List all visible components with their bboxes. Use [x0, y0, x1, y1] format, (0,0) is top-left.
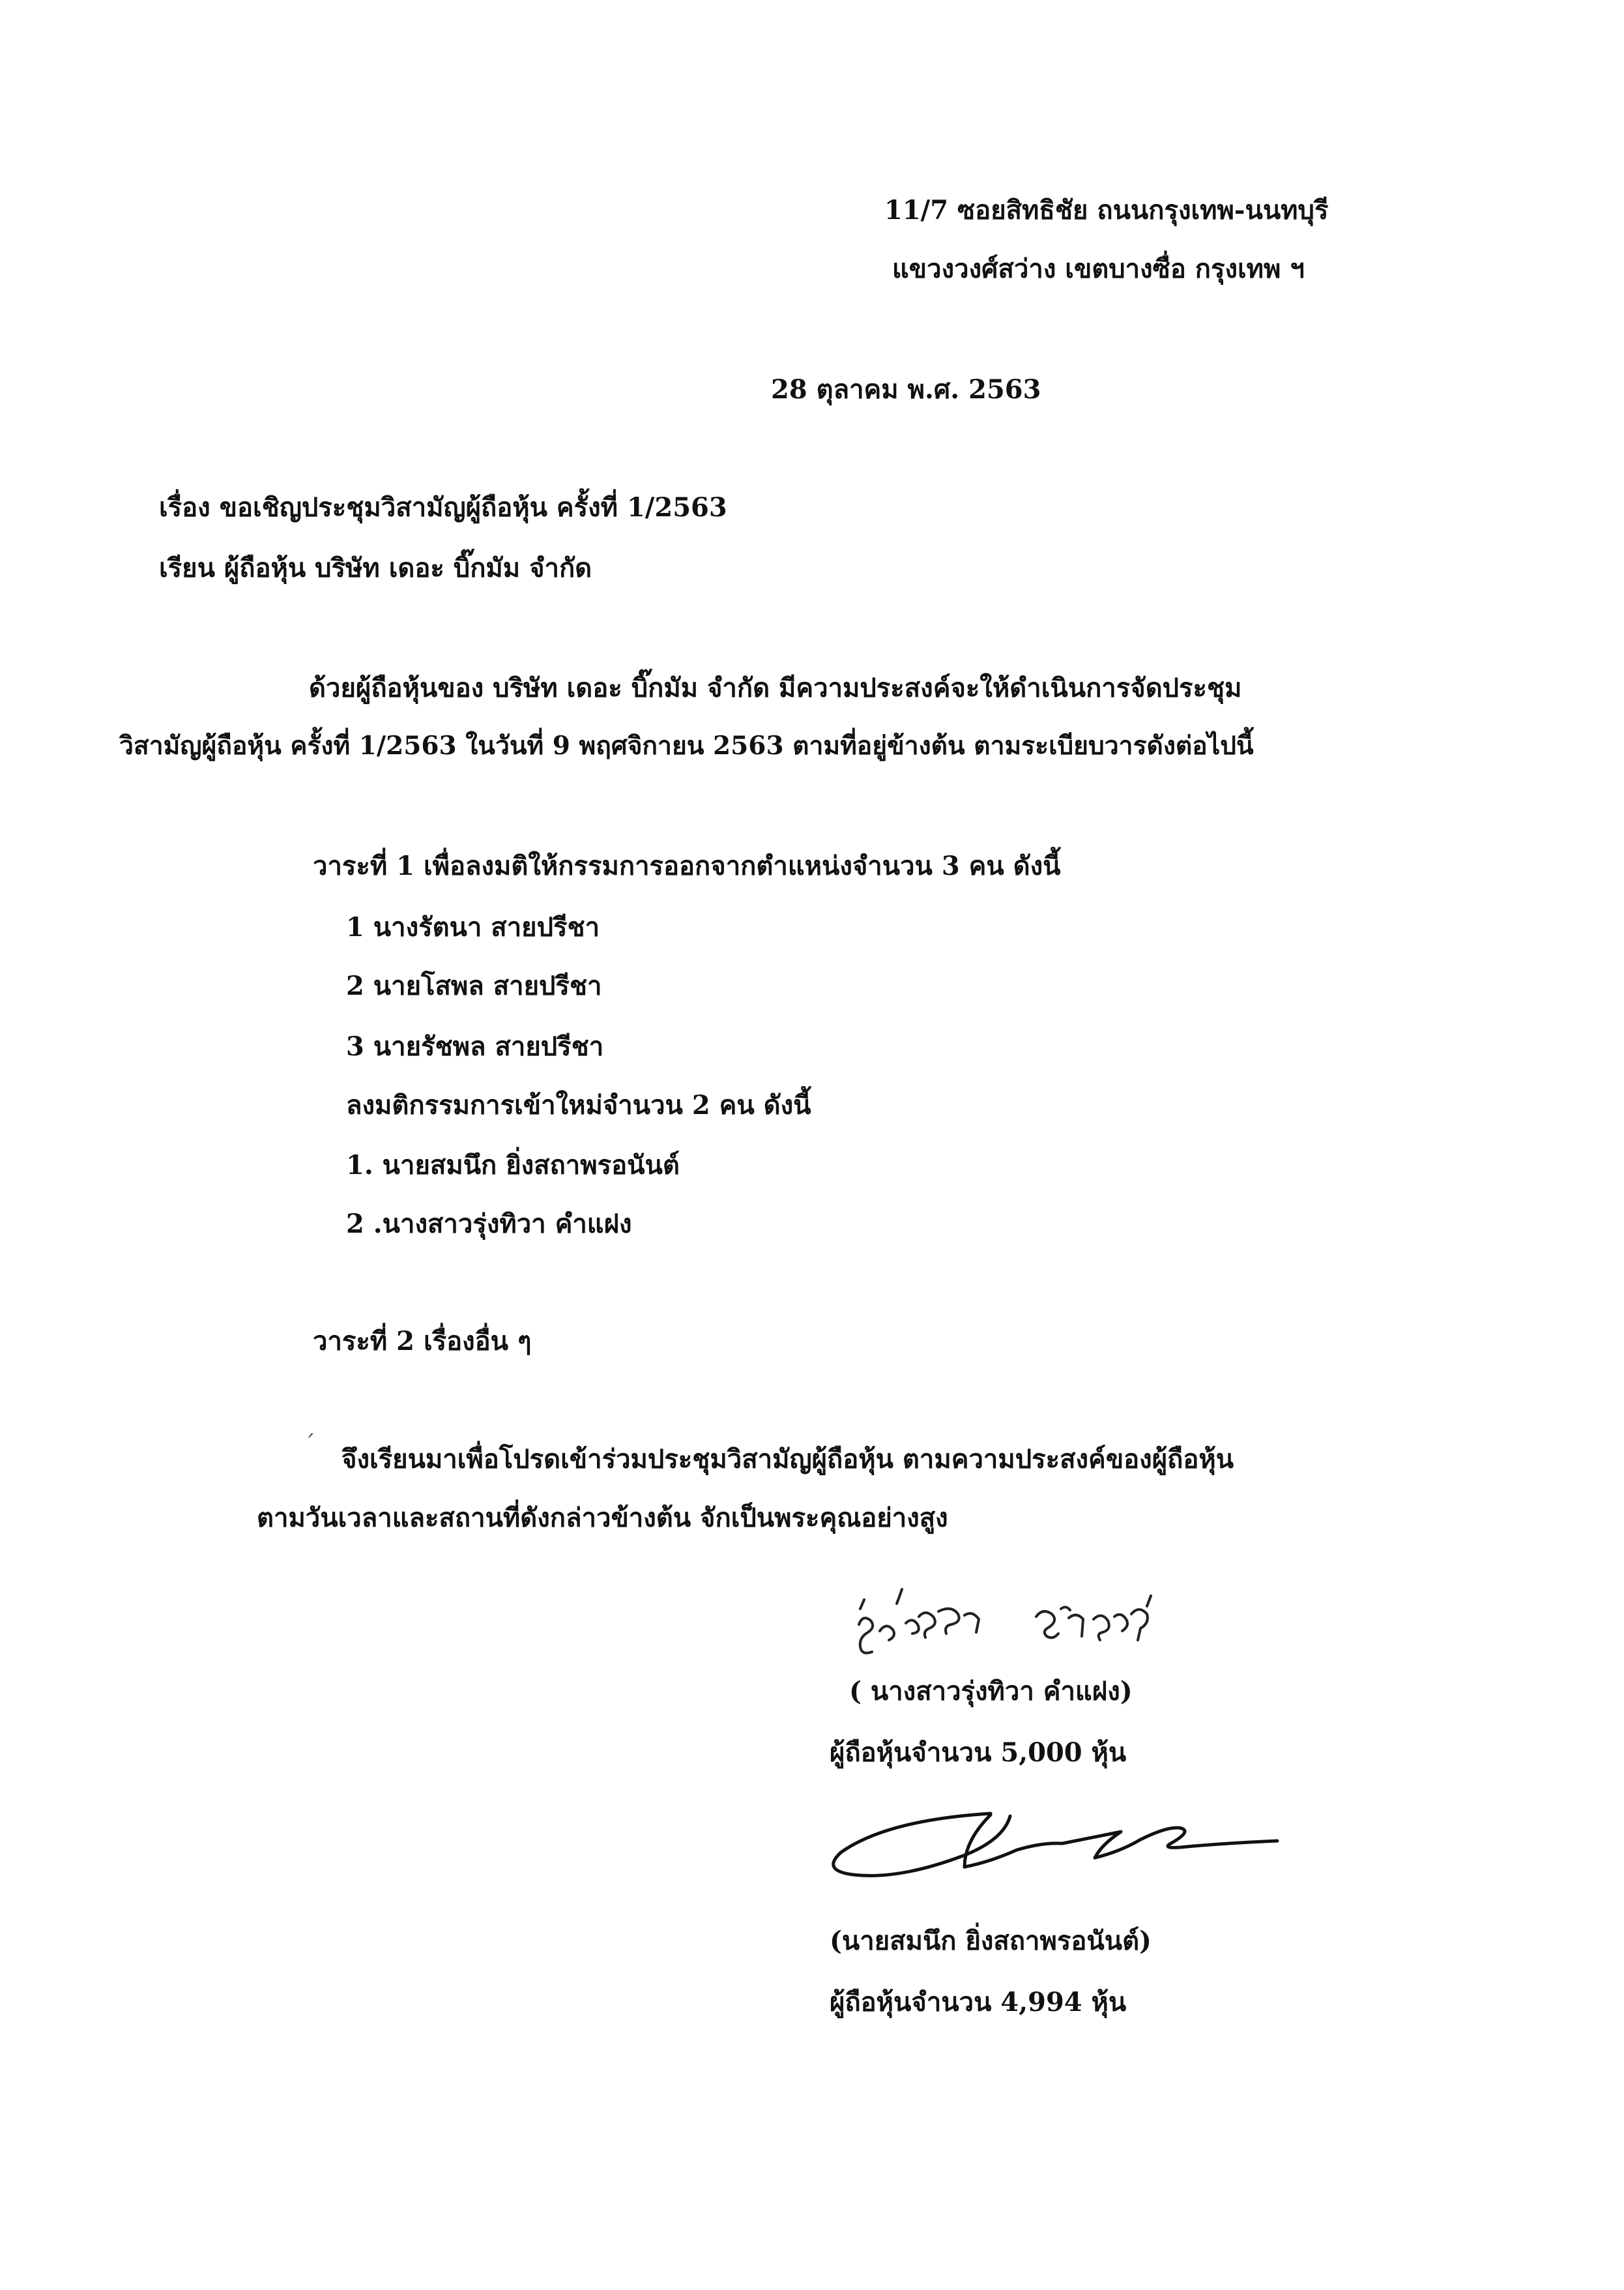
sender-address-line-2: แขวงวงศ์สว่าง เขตบางซื่อ กรุงเทพ ฯ — [892, 254, 1305, 284]
letter-date: 28 ตุลาคม พ.ศ. 2563 — [771, 374, 1041, 405]
leaving-director-3: 3 นายรัชพล สายปรีชา — [346, 1031, 604, 1062]
signatory-2-shares: ผู้ถือหุ้นจำนวน 4,994 หุ้น — [830, 1987, 1127, 2018]
intro-line-2: วิสามัญผู้ถือหุ้น ครั้งที่ 1/2563 ในวันที่ 9 พฤศจิกายน 2563 ตามที่อยู่ข้างต้น ตามระเบียบวารดังต่อไปนี้ — [119, 731, 1254, 761]
agenda-2-heading: วาระที่ 2 เรื่องอื่น ๆ — [313, 1326, 532, 1357]
letter-recipient: เรียน ผู้ถือหุ้น บริษัท เดอะ บิ๊กมัม จำกัด — [159, 553, 592, 583]
signatory-2-name: (นายสมนึก ยิ่งสถาพรอนันต์) — [830, 1926, 1152, 1956]
new-directors-heading: ลงมติกรรมการเข้าใหม่จำนวน 2 คน ดังนี้ — [346, 1090, 811, 1121]
leaving-director-1: 1 นางรัตนา สายปรีชา — [346, 912, 600, 943]
new-director-1: 1. นายสมนึก ยิ่งสถาพรอนันต์ — [346, 1150, 680, 1181]
leaving-director-2: 2 นายโสพล สายปรีชา — [346, 971, 602, 1001]
signature-2-handwriting — [828, 1799, 1323, 1897]
stray-mark: ˊ — [304, 1431, 315, 1458]
closing-line-2: ตามวันเวลาและสถานที่ดังกล่าวข้างต้น จักเป็นพระคุณอย่างสูง — [257, 1503, 948, 1533]
intro-line-1: ด้วยผู้ถือหุ้นของ บริษัท เดอะ บิ๊กมัม จำกัด มีความประสงค์จะให้ดำเนินการจัดประชุม — [309, 673, 1242, 703]
new-director-2: 2 .นางสาวรุ่งทิวา คำแฝง — [346, 1209, 632, 1239]
signatory-1-shares: ผู้ถือหุ้นจำนวน 5,000 หุ้น — [830, 1737, 1127, 1768]
agenda-1-heading: วาระที่ 1 เพื่อลงมติให้กรรมการออกจากตำแหน่งจำนวน 3 คน ดังนี้ — [313, 851, 1061, 881]
sender-address-line-1: 11/7 ซอยสิทธิชัย ถนนกรุงเทพ-นนทบุรี — [884, 195, 1329, 226]
closing-line-1: จึงเรียนมาเพื่อโปรดเข้าร่วมประชุมวิสามัญผู้ถือหุ้น ตามความประสงค์ของผู้ถือหุ้น — [341, 1444, 1234, 1475]
letter-subject: เรื่อง ขอเชิญประชุมวิสามัญผู้ถือหุ้น ครั้งที่ 1/2563 — [159, 492, 727, 523]
signature-1-handwriting — [841, 1578, 1206, 1675]
signatory-1-name: ( นางสาวรุ่งทิวา คำแฝง) — [849, 1676, 1133, 1707]
